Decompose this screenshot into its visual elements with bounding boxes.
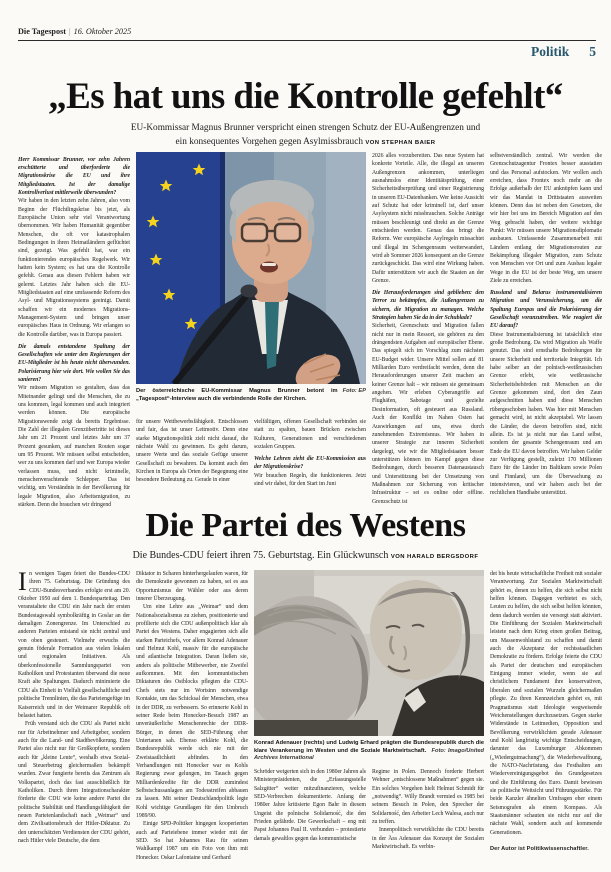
author-note: Der Autor ist Politikwissenschaftler. [490, 846, 589, 852]
article1-column-3 [254, 418, 366, 512]
article1-column-5 [490, 152, 602, 512]
body-paragraph: Schröder weigerten sich in den 1980er Jahren als Ministerpräsidenten, die „Erfassungsstelle Salzgitter“ weiter mitzufinanzieren, welche SED-Verbrechen dokumentierte. Anfang der 1980er Jahre kritisierte Egon Bahr in diesem Ungeist die polnische Solidarność, die den Frieden gefährde. Die Gewerkschaft – eng mit Papst Johannes Paul II. verbunden – protestierte damals gewaltlos gegen das kommunistische [254, 769, 366, 842]
page-number: 5 [589, 44, 596, 59]
body-paragraph: Diktator in Scharen hinterhergelaufen waren, für die Demokratie gewonnen zu haben, sei es aus Opportunismus der Wähler oder aus deren innerer Überzeugung. [136, 571, 248, 603]
article2-headline: Die Partei des Westens [145, 507, 466, 544]
body-paragraph: In wenigen Tagen feiert die Bundes-CDU ihren 75. Geburtstag. Die Gründung des CDU-Bundesverbandes erfolgte erst am 20. Oktober 1950 auf dem 1. Bundesparteitag. Den veranstaltete die CDU ein Jahr nach der ersten Bundestagswahl symbolkräftig in Goslar an der damaligen Zonengrenze. Im Unterschied zu anderen Parteien entstand sie nicht zentral und von oben gesteuert. Vielmehr erwuchs die genuin föderale Formation aus vielen lokalen und regionalen Initiativen. Als überkonfessionelle Sammlungspartei von Katholiken und Protestanten überwand die neue Kraft alte Spaltungen. Dadurch minimierte die CDU als Einheit in Vielfalt gesellschaftliche und politische Trennlinien, die das Parteiengefüge im Kaiserreich und in der Weimarer Republik oft belastet hatten. [18, 570, 130, 719]
body-paragraph: Um eine Lehre aus „Weimar“ und dem Nationalsozialismus zu ziehen, positionierte und profilierte sich die CDU außenpolitisch klar als Partei des Westens. Daher engagierten sich alle starken Parteichefs, vor allem Konrad Adenauer und Helmut Kohl, massiv für die europäische und atlantische Integration. Daran ließen sie, anders als politische Mitbewerber, nie Zweifel aufkommen. Mit den kommunistischen Diktaturen des Ostblocks pflegten die CDU-Chefs stets nur im Wortsinn notwendige Kontakte, um das Schicksal der Menschen, etwa in der DDR, zu verbessern. So erinnerte Kohl in seiner Rede beim Honecker-Besuch 1987 an unveräußerliche Menschenrechte der DDR-Bürger, in denen die SED-Führung eher Untertanen sah. Ebenso erklärte Kohl, die Bundesrepublik werde sich nie mit der Zweistaatlichkeit abfinden. In den Verhandlungen mit Honecker war es Kohls Regierung zwar gelungen, im Tausch gegen Milliardenkredite für die DDR zumindest Selbstschussanlagen am Todesstreifen abbauen zu lassen. Mit seiner Deutschlandpolitik legte Kohl wichtige Grundlagen für den Umbruch 1989/90. [136, 604, 248, 819]
article1-subhead-line2: ein konsequentes Vorgehen gegen Asylmissbrauch [175, 136, 363, 147]
article2-photo-caption-text: Konrad Adenauer (rechts) und Ludwig Erhard prägten die Bundesrepublik durch die klare Verankerung im Westen und die Soziale Marktwirtschaft. [254, 740, 484, 754]
article2-photo-credit: Foto: Imago/United Archives International [254, 747, 484, 762]
article1-photo-caption-text: Der österreichische EU-Kommissar Magnus Brunner betont im „Tagespost“-Interview auch die verbindende Rolle der Kirchen. [136, 388, 338, 402]
interview-question: Russland und Belarus instrumentalisieren Migration und Verunsicherung, um die Spaltung Europas und die Polarisierung der Gesellschaft voranzutreiben. Wie reagiert die EU darauf? [490, 290, 602, 330]
article1-subhead [40, 122, 571, 150]
interview-question: Die Herausforderungen sind geblieben: den Terror zu bekämpfen, die Außengrenzen zu sichern, die Migration zu managen. Welche Strategien haben Sie da in der Schublade? [372, 290, 484, 322]
article1-photo-caption [136, 388, 366, 403]
body-paragraph: Wir brauchen Regeln, die funktionieren. Jetzt sind wir dabei, für den Start im Juni [254, 472, 366, 487]
adenauer-erhard-photo-illustration [254, 570, 484, 736]
body-paragraph: Regime in Polen. Dennoch forderte Herbert Wehner „entschlossene Maßnahmen“ gegen sie. Ein solches Vorgehen hielt Helmut Schmidt für „notwendig“. Willy Brandt vermied es 1985 bei seinem Besuch in Polen, den Sprecher der Solidarność, den Arbeiter Lech Walesa, auch nur zu treffen. [372, 769, 484, 826]
section-row [531, 44, 596, 60]
article2-byline: VON HARALD BERGSDORF [390, 554, 479, 560]
body-paragraph: Innenpolitisch verwirklichte die CDU bereits in der Ära Adenauer das Konzept der Sozialen Marktwirtschaft. Es verbin- [372, 827, 484, 851]
article1-column-1 [18, 152, 130, 512]
body-paragraph: vielfältigen, offenen Gesellschaft verbinden sie statt zu spalten, bauen Brücken zwischen Kulturen, Generationen und verschiedenen sozialen Gruppen. [254, 419, 366, 451]
drop-cap: I [18, 570, 27, 596]
masthead [18, 27, 596, 36]
article2-subhead [60, 550, 551, 561]
article2-column-5 [490, 570, 602, 864]
article1-headline: „Es hat uns die Kontrolle gefehlt“ [48, 76, 563, 117]
article2-column-1 [18, 570, 130, 864]
article1-column-4 [372, 152, 484, 512]
body-paragraph: Sicherheit, Grenzschutz und Migration fallen nicht nur in mein Ressort, sie gehören zu den drängendsten Aufgaben auf europäischer Ebene. Das spiegelt sich im Vorschlag zum nächsten EU-Budget wider. Unsere Mittel sollen auf 81 Milliarden Euro verdreifacht werden, denn die Herausforderungen unserer Zeit machen an keiner Grenze halt – wir müssen sie gemeinsam angehen. Wir erleben Cyberangriffe auf Flughäfen, Sabotage und gezielte Desinformation, oft gesteuert aus Russland. Auch der Konflikt im Nahen Osten hat Auswirkungen auf uns, etwa durch zunehmenden Extremismus. Wir haben in unserer Strategie zur inneren Sicherheit dargelegt, wie wir die Mitgliedstaaten besser unterstützen können im Kampf gegen diese Bedrohungen, durch besseren Datenaustausch und Unterstützung bei der Umsetzung von Maßnahmen zur Sicherung von kritischer Infrastruktur – sei es online oder offline. Grenzschutz ist [372, 323, 484, 505]
body-paragraph: det bis heute wirtschaftliche Freiheit mit sozialer Verantwortung. Zur Sozialen Marktwirtschaft gehört es, denen zu helfen, die sich selbst nicht helfen können. Dagegen verbietet es sich, Leuten zu helfen, die sich selbst helfen könnten, denn dadurch werden sie versorgt statt aktiviert. Die Einführung der Sozialen Marktwirtschaft leistete nach dem Krieg einen großen Beitrag, um Massenwohlstand zu schaffen und damit auch die Akzeptanz der rechtsstaatlichen Demokratie zu fördern. Erfolge feierte die CDU als Partei der deutschen und europäischen Einigung immer wieder, wenn sie auf christlichem Fundament ihre konservativen, liberalen und sozialen Wurzeln gleichermaßen pflegte. Zu ihren Kennzeichen gehört es, mit Pragmatismus statt Ideologie wegweisende Weichenstellungen durchzusetzen. Gegen starke Widerstände in Leitmedien, Opposition und Bevölkerung verwirklichten gerade Adenauer und Kohl langfristig wichtige Entscheidungen, darunter das Luxemburger Abkommen („Wiedergutmachung“), die Wiederbewaffnung, die NATO-Nachrüstung, das Festhalten am Wiedervereinigungsgebot des Grundgesetzes und die Einführung des Euro. Damit bewiesen sie politische Weitsicht und Führungsstärke. Für beide Kanzler ähnelten Umfragen eher einem Seismografen als einem Kompass. Als Staatsmänner schauten sie nicht nur auf die nächste Wahl, sondern auch auf kommende Generationen. [490, 571, 602, 836]
article1-photo-credit: Foto: EP [342, 388, 366, 394]
brunner-photo-illustration [136, 152, 366, 384]
body-paragraph: Diese Instrumentalisierung ist tatsächlich eine große Bedrohung. Da wird Migration als Waffe genutzt. Das sind ernsthafte Bedrohungen für unsere Sicherheit und territoriale Integrität. Ich habe selber an der polnisch-weißrussischen Grenze erlebt, wie weißrussische Sicherheitsbehörden mit Menschen an die Grenze gekommen sind, dort den Zaun aufgeschnitten haben und diese Menschen rübergeschoben haben. Was hier mit Menschen gemacht wird, ist nicht akzeptabel. Wir lassen die Länder, die davon betroffen sind, nicht allein. Es ist ja nicht nur das Land selbst, sondern der gesamte Schengenraum und am Ende die EU davon betroffen. Wir haben Gelder zur Verfügung gestellt, zuletzt 170 Millionen Euro für die Länder im Baltikum sowie Polen und Finnland, um die Überwachung zu intensivieren, und wir haben auch bei der rechtlichen Handhabe unterstützt. [490, 331, 602, 497]
body-paragraph: Einige SPD-Politiker hingegen kooperierten auch auf Parteiebene immer wieder mit der SED. So hat Johannes Rau für seinen Wahlkampf 1987 um ein Foto von ihm mit Honecker. Oskar Lafontaine und Gerhard [136, 821, 248, 861]
article2-photo-caption [254, 740, 484, 763]
article1-byline: VON STEPHAN BAIER [365, 139, 436, 146]
section-label: Politik [530, 44, 570, 59]
body-paragraph: selbstverständlich zentral. Wir werden die Grenzschutzagentur Frontex besser ausstatten und das Personal aufstocken. Wir wollen auch erreichen, dass Frontex noch mehr an die Erfolge außerhalb der EU anknüpfen kann und wir das Mandat in Drittstaaten ausweiten können. Denn das ist neben den Gesetzen, die wir hier bei uns im Bereich Migration auf den Weg gebracht haben, der weitere wichtige Punkt: Wir müssen unsere Migrationsdiplomatie ausbauen. Umfassende Zusammenarbeit mit Ländern entlang der Migrationsrouten zur Bekämpfung illegaler Migration, zum Schutz von Menschen vor Ort und zum Ausbau legaler Wege in die EU ist der beste Weg, um unsere Ziele zu erreichen. [490, 153, 602, 285]
article2-column-2 [136, 570, 248, 864]
article2-column-4 [372, 768, 484, 864]
article1-column-2 [136, 418, 248, 512]
masthead-rule [18, 40, 596, 41]
article1-subhead-line1: EU-Kommissar Magnus Brunner verspricht einen strengen Schutz der EU-Außengrenzen und [130, 123, 481, 133]
interview-question: Die damals entstandene Spaltung der Gesellschaften wie unter den Regierungen der EU-Mitglieder ist bis heute nicht überwunden. Polarisierung hier wie dort. Wie wollen Sie das sanieren? [18, 343, 130, 383]
body-paragraph: Wir müssen Migration so gestalten, dass das Miteinander gelingt und die Menschen, die zu uns kommen, legal kommen und auch integriert werden können. Die europäische Migrationswende zeigt da bereits Ergebnisse. Die Zahl der illegalen Grenzübertritte ist dieses Jahr um 21 Prozent und letztes Jahr um 37 Prozent gesunken, auf manchen Routen sogar um 95 Prozent. Wir müssen selbst entscheiden, wer zu uns kommen darf und wer Europa wieder verlassen muss, und nicht kriminelle, menschenverachtende Schlepper. Das ist wichtig, um Verständnis in der Bevölkerung für legale Migration, also Arbeitsmigration, zu stärken. Denn die brauchen wir dringend [18, 385, 130, 509]
body-paragraph: Wir haben in den letzten zehn Jahren, also vom Beginn der Flüchtlingskrise bis jetzt, als Europäische Union sehr viel Verantwortung übernommen. Wir haben Humanität gegenüber Menschen, die oft vor katastrophalen Bedingungen in ihren Heimatländern geflüchtet sind, gezeigt. Was gefehlt hat, war ein funktionierendes europäisches Regelwerk. Wir hatten kein System; es hat uns die Kontrolle gefehlt. Genau aus diesen Fehlern haben wir gelernt. Letztes Jahr haben sich die EU-Mitgliedstaaten auf eine umfassende Reform des Asyl- und Migrationssystems geeinigt. Damit schaffen wir ein modernes Migrations-Management-System und bringen unser europäisches Haus in Ordnung. Wir erlangen so die Kontrolle darüber, was in Europa passiert. [18, 198, 130, 338]
article2-column-3 [254, 768, 366, 864]
body-paragraph: 2026 alles vorzubereiten. Das neue System hat konkrete Vorteile. Alle, die illegal an unseren Außengrenzen ankommen, unterliegen ausnahmslos einer Identitätsprüfung, einer Sicherheitsüberprüfung und einer Registrierung in unseren EU-Datenbanken. Wer keine Aussicht auf Schutz hat oder kriminell ist, darf unser Asylsystem nicht missbrauchen. Solche Anträge müssen beschleunigt und direkt an der Grenze entschieden werden. Genau das bringt die Reform. Wer europäische Asylregeln missachtet und illegal im Schengenraum weiterwandert, wird ab Sommer 2026 konsequent an die Grenze zurückgeschickt. Das wird eine Wirkung haben. Dafür unterstützen wir auch die Staaten an der Grenze. [372, 153, 484, 285]
masthead-separator: | [69, 27, 71, 36]
article1-photo-brunner [136, 152, 366, 384]
body-paragraph: für unsere Wettbewerbsfähigkeit. Entschlossen und fair, das ist unser Leitmotiv. Denn eine starke Migrationspolitik zielt nicht darauf, die nächste Wahl zu gewinnen. Es geht darum, unsere Werte und das soziale Gefüge unserer Gesellschaft zu bewahren. Da kommt auch den Kirchen in Europa als Orten der Begegnung eine besondere Bedeutung zu. Gerade in einer [136, 419, 248, 484]
interview-question: Welche Lehren zieht die EU-Kommission aus der Migrationskrise? [254, 455, 366, 471]
issue-date: 16. Oktober 2025 [73, 27, 132, 36]
paper-title: Die Tagespost [18, 27, 66, 36]
article2-photo-adenauer-erhard [254, 570, 484, 736]
body-paragraph: Früh verstand sich die CDU als Partei nicht nur für Arbeitnehmer und Arbeitgeber, sondern auch für die Land- und Stadtbevölkerung. Eine Partei also nicht nur für Großkopferte, sondern auch für „kleine Leute“, weshalb etwa Sozial- und Steuerbetrug gleichermaßen bekämpft wurden. Zwar fungierte bereits das Zentrum als Volkspartei, doch das fast ausschließlich für Katholiken. Durch ihren Integrationscharakter förderte die CDU wie keine andere Partei die politische Stabilität und Handlungsfähigkeit der neuen Parteienlandschaft nach „Weimar“ und dem Zivilisationsbruch der Hitler-Diktatur. Zu den unterschätzten Verdiensten der CDU gehört, nach Hitler viele Deutsche, die dem [18, 721, 130, 844]
article2-subhead-text: Die Bundes-CDU feiert ihren 75. Geburtstag. Ein Glückwunsch [132, 550, 389, 561]
interview-question: Herr Kommissar Brunner, vor zehn Jahren erschütterte und überforderte die Migrationskrise die EU und ihre Mitgliedstaaten. Ist der damalige Kontrollverlust mittlerweile überwunden? [18, 156, 130, 196]
